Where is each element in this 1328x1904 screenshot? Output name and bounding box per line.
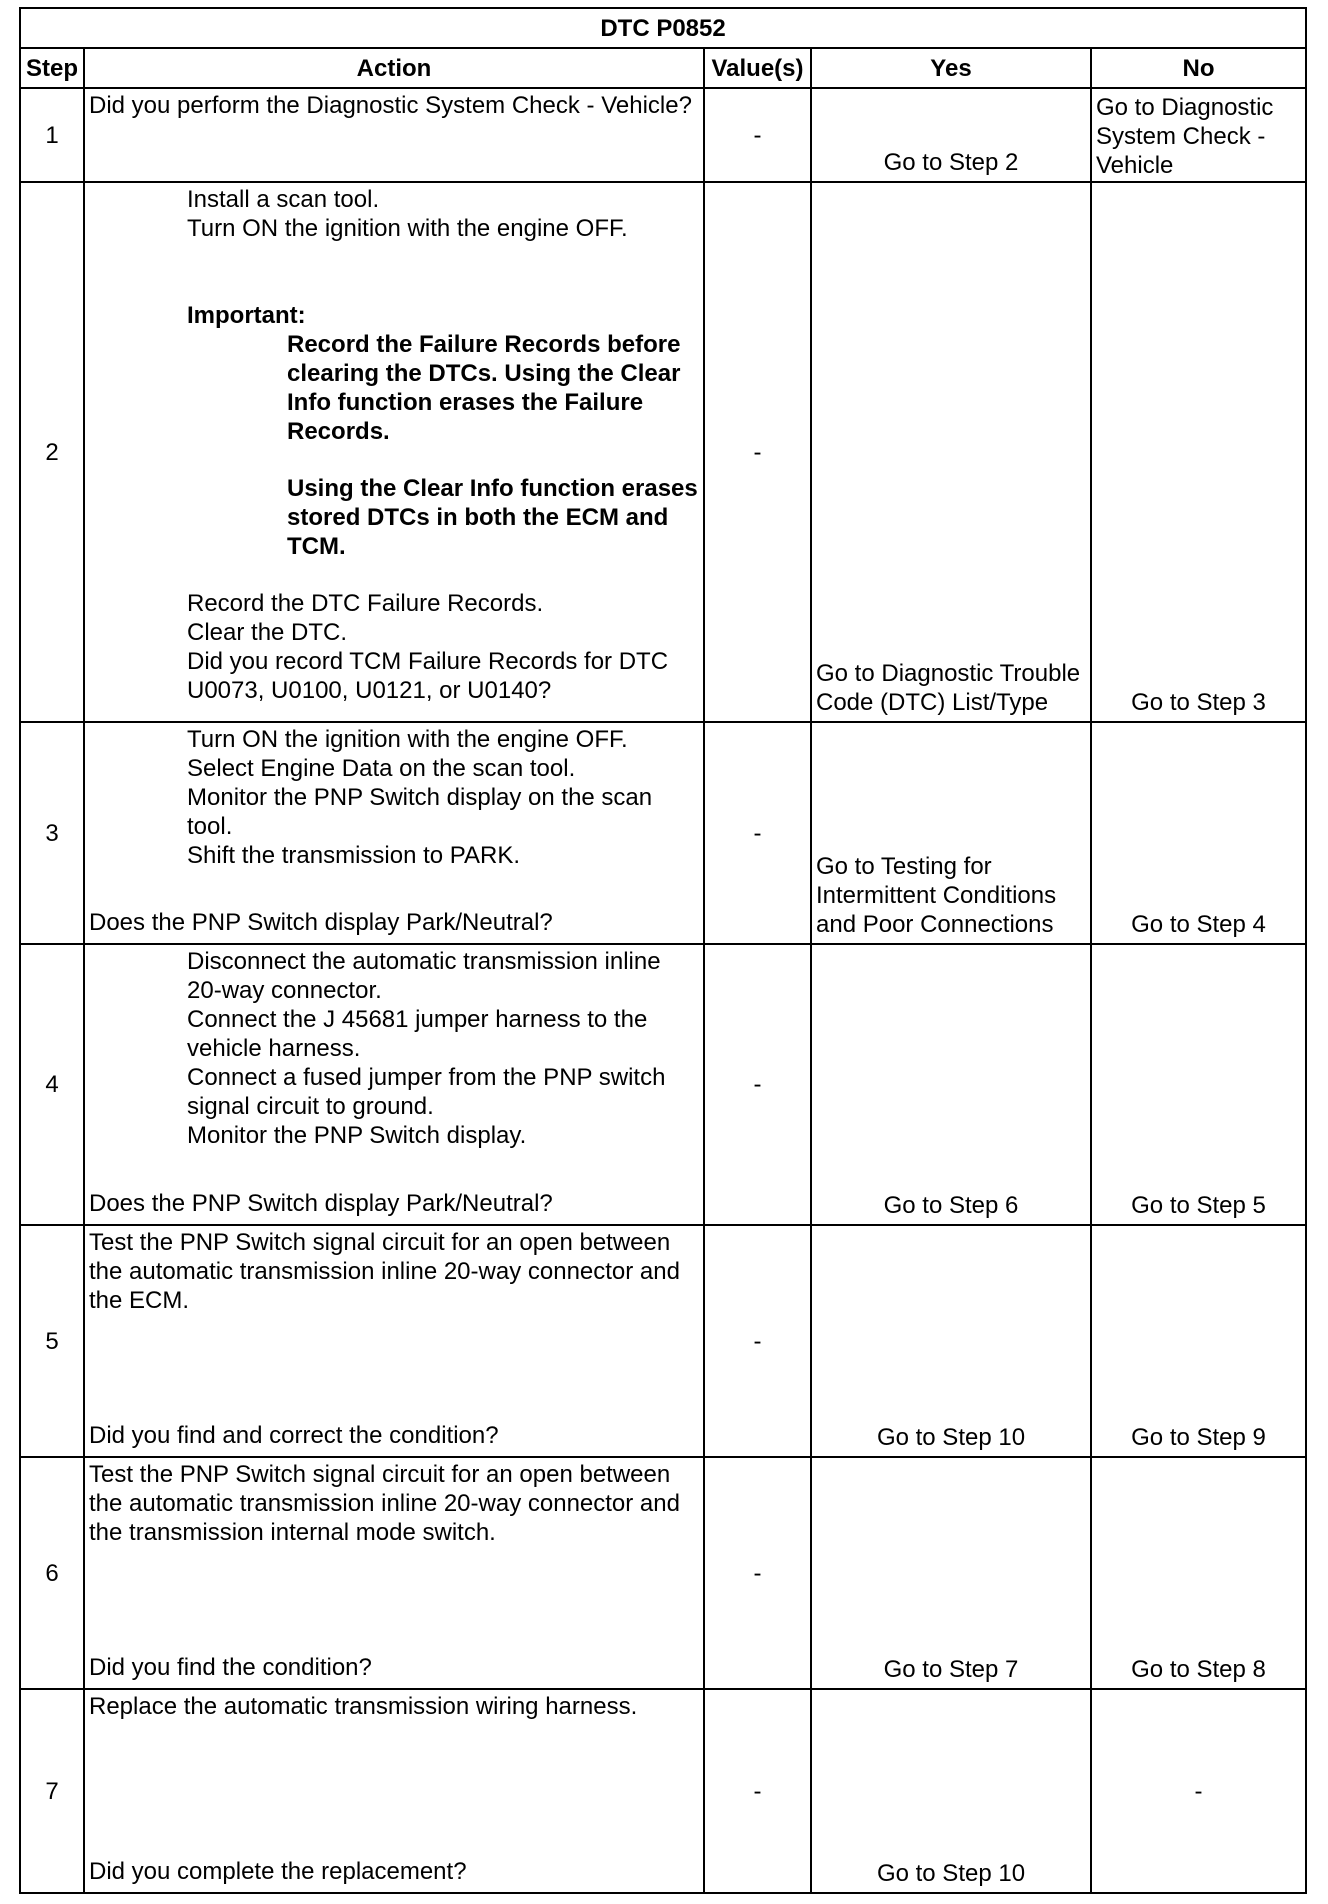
- yes-cell: Go to Diagnostic Trouble Code (DTC) List/Type: [811, 182, 1091, 722]
- action-step: Clear the DTC.: [187, 619, 348, 646]
- action-step: Record the DTC Failure Records.: [187, 590, 544, 617]
- value-cell: -: [704, 722, 811, 944]
- action-cell: [84, 182, 704, 722]
- action-cell: [84, 1689, 704, 1893]
- dtc-table: [19, 7, 1307, 1894]
- header-values: Value(s): [704, 48, 811, 88]
- action-question: Did you find and correct the condition?: [89, 1422, 499, 1449]
- action-step: Turn ON the ignition with the engine OFF.: [187, 215, 628, 242]
- step-number: 7: [20, 1689, 84, 1893]
- header-no: No: [1091, 48, 1306, 88]
- action-text: Test the PNP Switch signal circuit for an open between the automatic transmission inline 20-way connector and the transmission internal mode switch.: [89, 1461, 680, 1546]
- action-step: Turn ON the ignition with the engine OFF.: [187, 726, 628, 753]
- value-cell: -: [704, 1457, 811, 1689]
- action-cell: [84, 722, 704, 944]
- table-row: [20, 88, 1306, 182]
- step-number: 5: [20, 1225, 84, 1457]
- value-cell: -: [704, 1225, 811, 1457]
- action-text: Replace the automatic transmission wiring harness.: [89, 1693, 638, 1720]
- important-note: Record the Failure Records before clearing the DTCs. Using the Clear Info function erases the Failure Records.: [287, 331, 681, 445]
- step-number: 6: [20, 1457, 84, 1689]
- action-text: Did you perform the Diagnostic System Check - Vehicle?: [89, 92, 692, 119]
- action-cell: [84, 88, 704, 182]
- table-row: [20, 1457, 1306, 1689]
- action-step: Monitor the PNP Switch display.: [187, 1122, 527, 1149]
- no-cell: Go to Step 9: [1091, 1225, 1306, 1457]
- step-number: 4: [20, 944, 84, 1225]
- important-note: Using the Clear Info function erases stored DTCs in both the ECM and TCM.: [287, 475, 698, 560]
- action-cell: [84, 1457, 704, 1689]
- yes-cell: Go to Testing for Intermittent Conditions and Poor Connections: [811, 722, 1091, 944]
- table-row: [20, 1689, 1306, 1893]
- action-question: Does the PNP Switch display Park/Neutral?: [89, 1190, 553, 1217]
- action-step: Select Engine Data on the scan tool.: [187, 755, 576, 782]
- table-title: DTC P0852: [20, 8, 1306, 48]
- table-row: [20, 1225, 1306, 1457]
- action-step: Disconnect the automatic transmission inline 20-way connector.: [187, 948, 661, 1004]
- no-cell: Go to Step 8: [1091, 1457, 1306, 1689]
- no-cell: Go to Step 5: [1091, 944, 1306, 1225]
- no-cell: Go to Step 4: [1091, 722, 1306, 944]
- table-row: [20, 722, 1306, 944]
- table-row: [20, 182, 1306, 722]
- yes-cell: Go to Step 2: [811, 88, 1091, 182]
- header-yes: Yes: [811, 48, 1091, 88]
- step-number: 3: [20, 722, 84, 944]
- table-row: [20, 944, 1306, 1225]
- action-step: Install a scan tool.: [187, 186, 380, 213]
- yes-cell: Go to Step 10: [811, 1225, 1091, 1457]
- no-cell: -: [1091, 1689, 1306, 1893]
- action-question: Does the PNP Switch display Park/Neutral?: [89, 909, 553, 936]
- action-question: Did you find the condition?: [89, 1654, 372, 1681]
- action-step: Connect a fused jumper from the PNP switch signal circuit to ground.: [187, 1064, 666, 1120]
- action-cell: [84, 944, 704, 1225]
- action-cell: [84, 1225, 704, 1457]
- yes-cell: Go to Step 6: [811, 944, 1091, 1225]
- header-step: Step: [20, 48, 84, 88]
- header-action: Action: [84, 48, 704, 88]
- value-cell: -: [704, 944, 811, 1225]
- no-cell: Go to Diagnostic System Check - Vehicle: [1091, 88, 1306, 182]
- yes-cell: Go to Step 10: [811, 1689, 1091, 1893]
- action-question: Did you complete the replacement?: [89, 1858, 467, 1885]
- yes-cell: Go to Step 7: [811, 1457, 1091, 1689]
- action-text: Test the PNP Switch signal circuit for an open between the automatic transmission inline 20-way connector and the ECM.: [89, 1229, 680, 1314]
- action-step: Shift the transmission to PARK.: [187, 842, 521, 869]
- value-cell: -: [704, 1689, 811, 1893]
- action-step: Connect the J 45681 jumper harness to the vehicle harness.: [187, 1006, 648, 1062]
- no-cell: Go to Step 3: [1091, 182, 1306, 722]
- important-label: Important:: [187, 302, 306, 329]
- header-row: [20, 48, 1306, 88]
- step-number: 2: [20, 182, 84, 722]
- value-cell: -: [704, 182, 811, 722]
- value-cell: -: [704, 88, 811, 182]
- step-number: 1: [20, 88, 84, 182]
- action-step: Monitor the PNP Switch display on the scan tool.: [187, 784, 653, 840]
- action-step: Did you record TCM Failure Records for DTC U0073, U0100, U0121, or U0140?: [187, 648, 669, 704]
